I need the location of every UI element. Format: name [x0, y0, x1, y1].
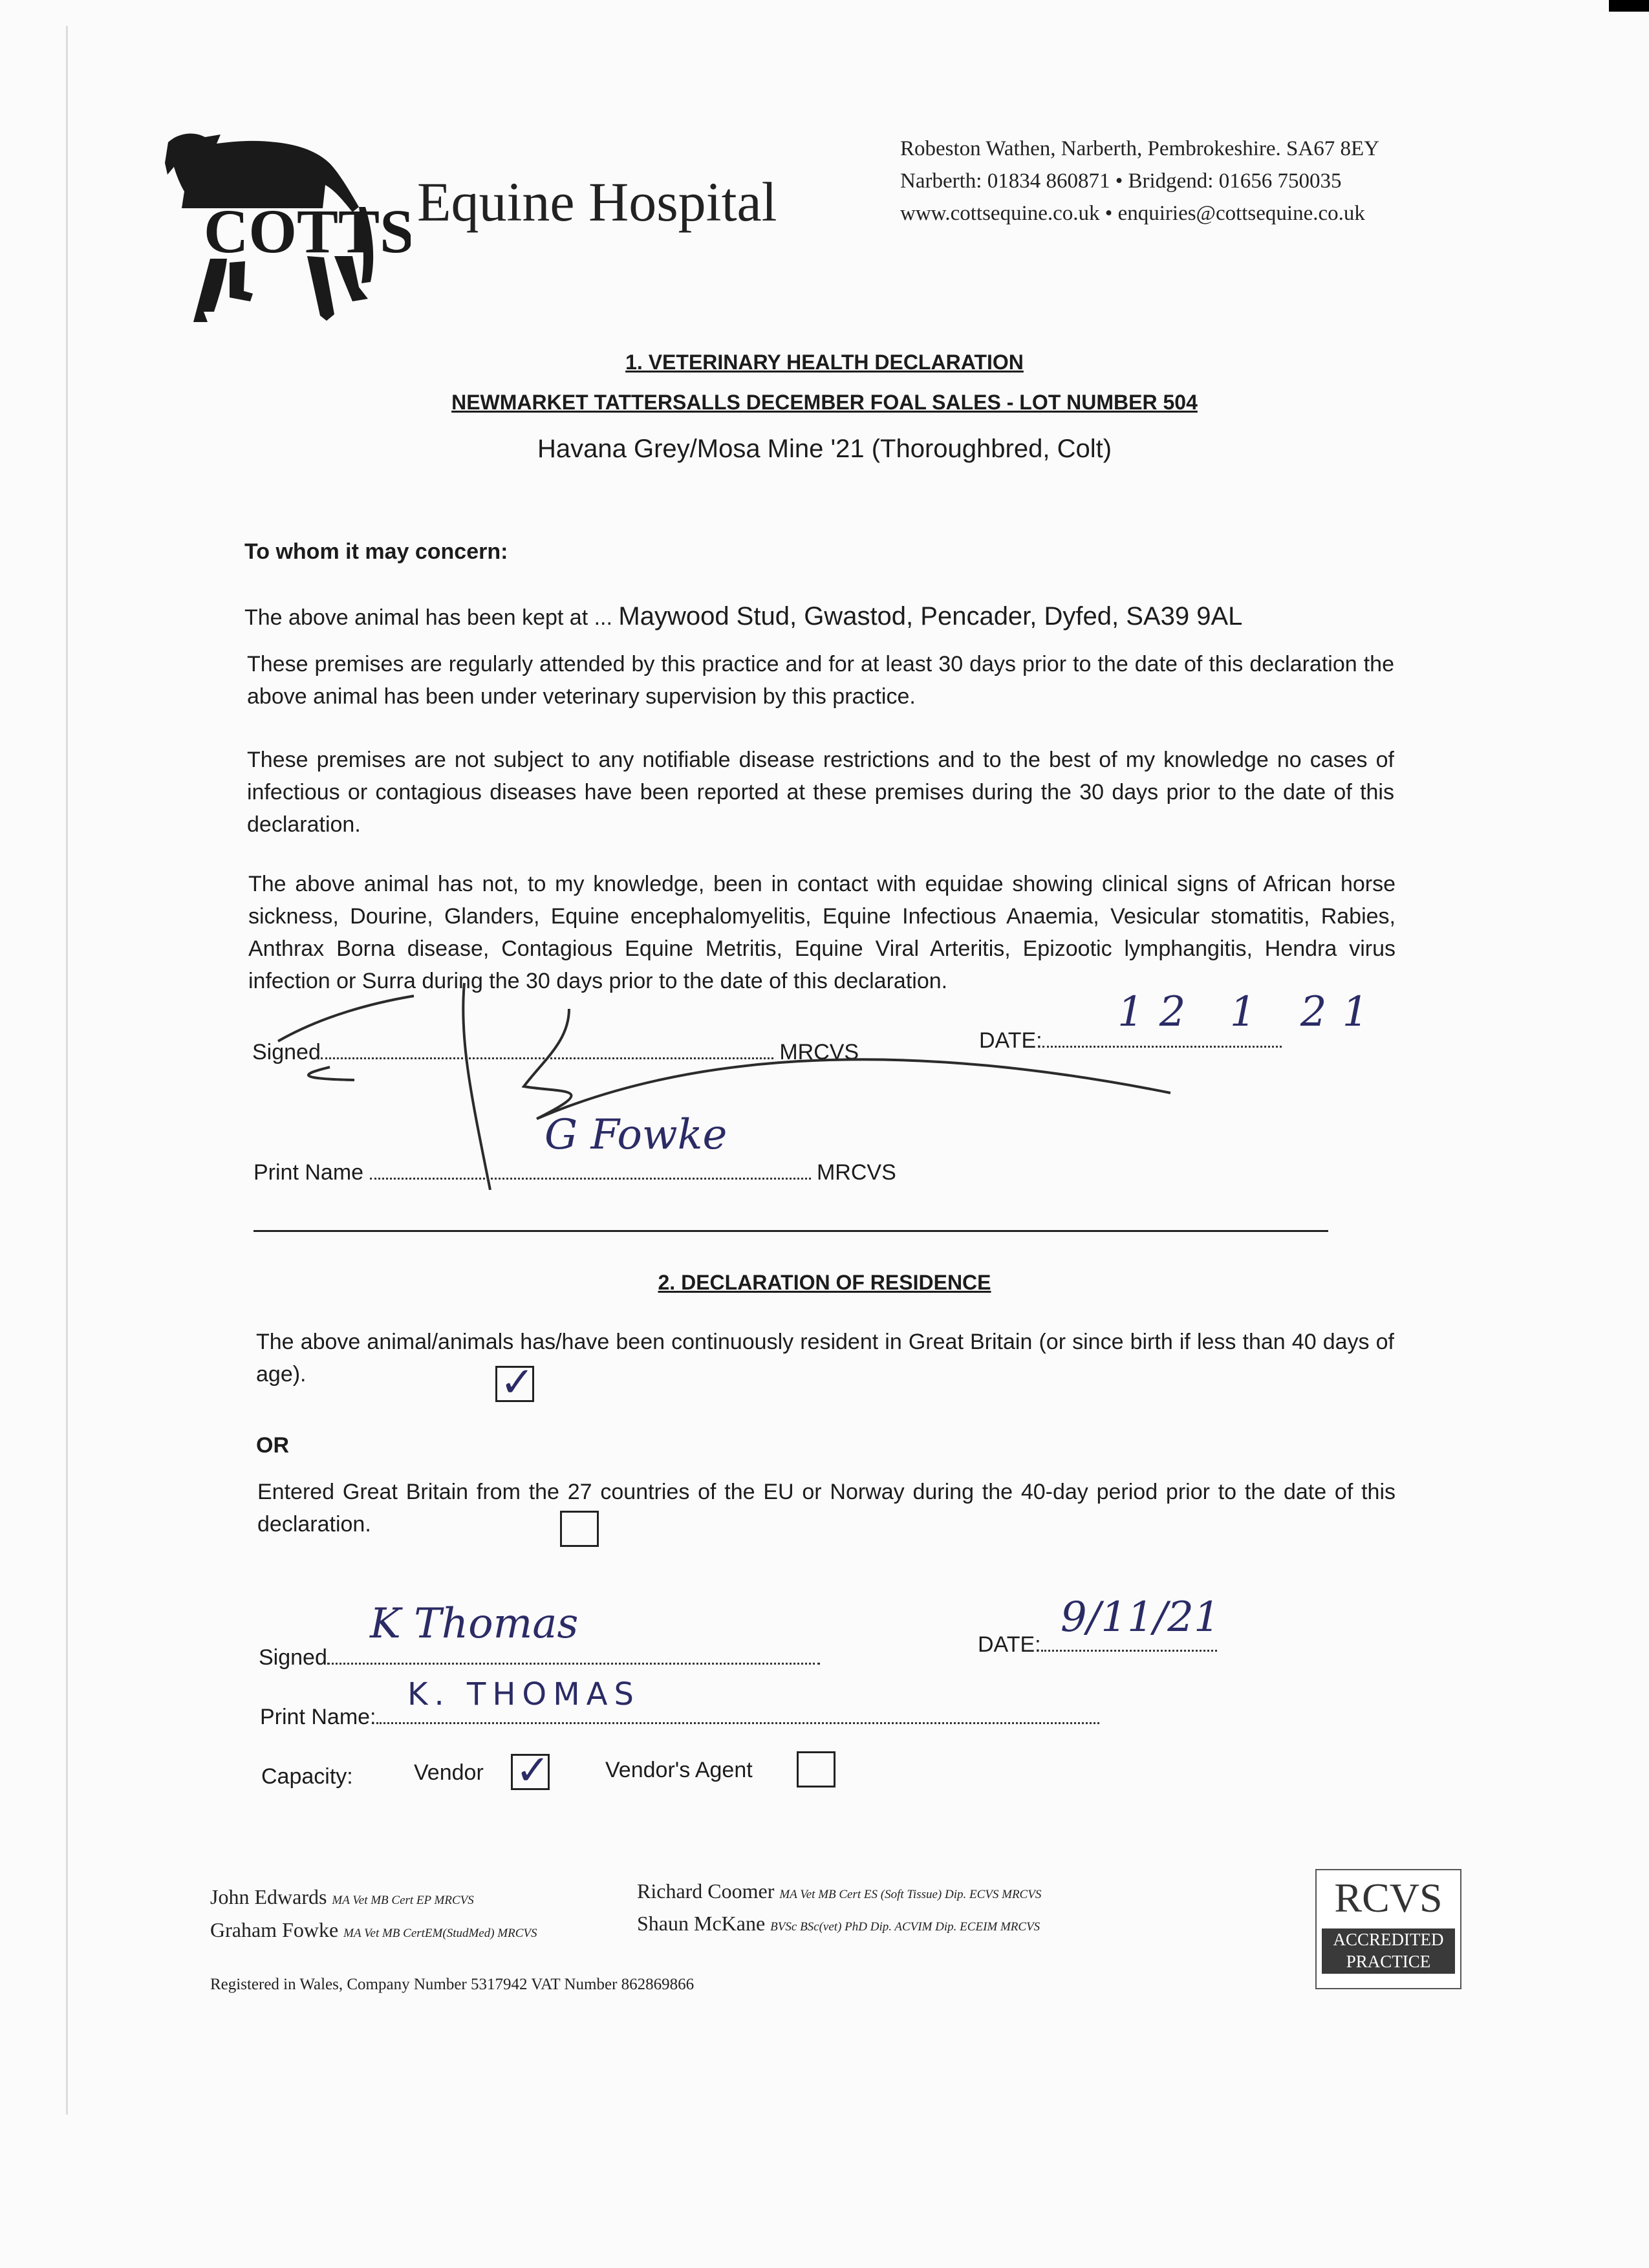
check-mark-icon: ✓	[515, 1747, 550, 1795]
vendor-label: Vendor	[414, 1760, 484, 1785]
logo-text: COTTS	[204, 197, 411, 266]
date-label: DATE:	[979, 1028, 1042, 1053]
para-supervision: These premises are regularly attended by this practice and for at least 30 days prior to the date of this declaration the above animal has been under veterinary supervision by this practice.	[247, 652, 1394, 709]
vet-print-name-line	[253, 1156, 896, 1189]
rcvs-logo-text: RCVS	[1334, 1875, 1443, 1921]
cotts-logo	[165, 129, 411, 330]
residence-option2-text: Entered Great Britain from the 27 countries of the EU or Norway during the 40-day period prior to the date of this declaration.	[257, 1480, 1396, 1537]
section1-subtitle: NEWMARKET TATTERSALLS DECEMBER FOAL SALES - LOT NUMBER 504	[451, 391, 1198, 414]
mrcvs-label: MRCVS	[779, 1040, 859, 1064]
rcvs-line1: ACCREDITED	[1333, 1930, 1444, 1949]
owner-print-name-handwritten: K. THOMAS	[407, 1676, 640, 1712]
print-name-label: Print Name	[253, 1160, 364, 1185]
horse-logo-icon	[165, 129, 411, 330]
vendor-agent-label: Vendor's Agent	[605, 1758, 753, 1782]
owner-signature: K Thomas	[370, 1600, 579, 1648]
section-divider	[253, 1230, 1328, 1232]
vet-name: Graham Fowke	[210, 1918, 339, 1941]
residence-option1-text: The above animal/animals has/have been continuously resident in Great Britain (or since birth if less than 40 days of age).	[256, 1330, 1394, 1387]
vendor-agent-checkbox[interactable]	[797, 1751, 835, 1787]
vet-quals: MA Vet MB CertEM(StudMed) MRCVS	[343, 1927, 537, 1940]
vet-quals: MA Vet MB Cert EP MRCVS	[332, 1894, 474, 1907]
vet-quals: BVSc BSc(vet) PhD Dip. ACVIM Dip. ECEIM MRCVS	[770, 1920, 1040, 1934]
vet-name: Richard Coomer	[637, 1879, 775, 1903]
or-label: OR	[256, 1433, 289, 1458]
greeting: To whom it may concern:	[244, 539, 508, 564]
scan-edge	[66, 26, 68, 2115]
owner-date-handwritten: 9/11/21	[1061, 1593, 1220, 1641]
vendor-checkbox[interactable]	[511, 1747, 550, 1795]
owner-print-name-line	[260, 1701, 1099, 1733]
para-restrictions: These premises are not subject to any notifiable disease restrictions and to the best of my knowledge no cases of infectious or contagious diseases have been reported at these premises during the 30 days prior to the date of this declaration.	[247, 748, 1394, 837]
rcvs-accredited-label	[1322, 1928, 1455, 1974]
residence-option1-checkbox[interactable]	[495, 1359, 535, 1407]
vet-name: Shaun McKane	[637, 1912, 766, 1935]
vet-quals: MA Vet MB Cert ES (Soft Tissue) Dip. ECVS MRCVS	[779, 1888, 1042, 1901]
kept-at-value: Maywood Stud, Gwastod, Pencader, Dyfed, SA39 9AL	[618, 602, 1243, 631]
phone-numbers: Narberth: 01834 860871 • Bridgend: 01656 750035	[900, 169, 1342, 193]
rcvs-accreditation-badge	[1315, 1869, 1461, 1989]
registration-info: Registered in Wales, Company Number 5317942 VAT Number 862869866	[210, 1976, 695, 1993]
brand-name: Equine Hospital	[417, 171, 777, 233]
capacity-label: Capacity:	[261, 1764, 353, 1789]
kept-at-label: The above animal has been kept at ...	[244, 605, 612, 630]
section2-title: 2. DECLARATION OF RESIDENCE	[658, 1271, 991, 1294]
owner-print-name-label: Print Name:	[260, 1705, 376, 1729]
vet-print-name-handwritten: G Fowke	[544, 1111, 727, 1159]
horse-name: Havana Grey/Mosa Mine '21 (Thoroughbred, Colt)	[537, 435, 1112, 463]
para-diseases: The above animal has not, to my knowledge, been in contact with equidae showing clinical signs of African horse sickness, Dourine, Glanders, Equine encephalomyelitis, Equine Infectious Anaemia, Vesicular stomatitis, Rabies, Anthrax Borna disease, Contagious Equine Metritis, Equine Viral Arteritis, Epizootic lymphangitis, Hendra virus infection or Surra during the 30 days prior to the date of this declaration.	[248, 872, 1396, 993]
residence-option2-checkbox[interactable]	[560, 1511, 599, 1547]
owner-date-label: DATE:	[978, 1632, 1041, 1657]
rcvs-line2: PRACTICE	[1346, 1952, 1431, 1971]
vet-shaun-mckane	[637, 1905, 1040, 1945]
owner-signed-label: Signed	[259, 1645, 327, 1670]
print-name-line	[370, 1160, 811, 1180]
signed-label: Signed	[252, 1040, 321, 1064]
contact-block	[900, 133, 1379, 230]
vet-graham-fowke	[210, 1912, 537, 1952]
vet-date-handwritten: 12 1 21	[1117, 988, 1385, 1036]
web-email: www.cottsequine.co.uk • enquiries@cottsequine.co.uk	[900, 202, 1365, 225]
mrcvs-label-2: MRCVS	[816, 1160, 896, 1185]
kept-at-line	[244, 600, 1242, 634]
section1-title: 1. VETERINARY HEALTH DECLARATION	[625, 351, 1024, 374]
address: Robeston Wathen, Narberth, Pembrokeshire. SA67 8EY	[900, 137, 1379, 160]
check-mark-icon: ✓	[500, 1359, 535, 1407]
scan-corner	[1609, 0, 1649, 12]
vet-name: John Edwards	[210, 1885, 327, 1908]
